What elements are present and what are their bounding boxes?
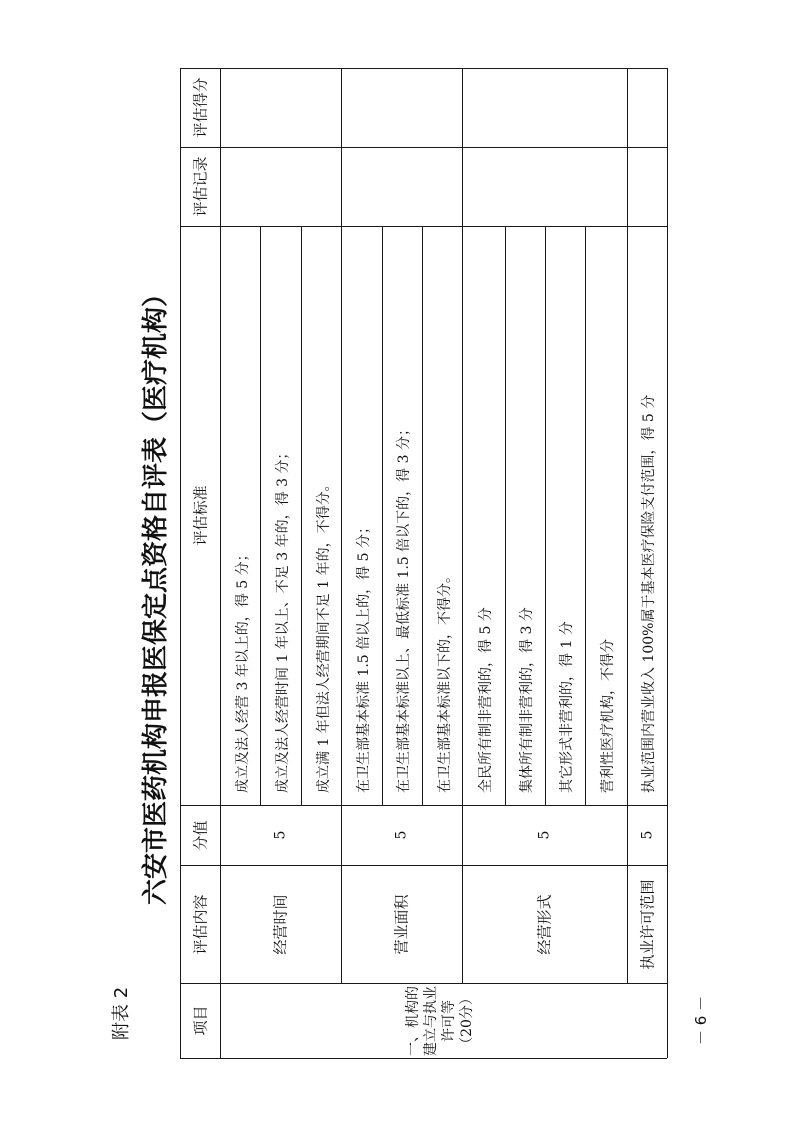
score-business-area: 5 bbox=[393, 830, 410, 840]
content-business-form: 经营形式 bbox=[535, 893, 554, 955]
content-license-scope: 执业许可范围 bbox=[638, 878, 657, 970]
project-label: 一、机构的建立与执业许可等（20分） bbox=[405, 985, 475, 1056]
annex-label: 附表 2 bbox=[111, 986, 132, 1040]
score-operating-time: 5 bbox=[272, 830, 289, 840]
page-number: － 6 － bbox=[692, 995, 710, 1045]
criterion-business-area-1: 在卫生部基本标准 1.5 倍以上的，得 5 分； bbox=[356, 520, 372, 793]
criterion-license-scope-1: 执业范围内营业收入 100%属于基本医疗保险支付范围，得 5 分 bbox=[641, 394, 657, 793]
header-points: 评估得分 bbox=[191, 77, 210, 138]
criterion-business-area-2: 在卫生部基本标准以上、最低标准 1.5 倍以下的，得 3 分； bbox=[396, 422, 412, 793]
criterion-business-area-3: 在卫生部基本标准以下的，不得分。 bbox=[437, 569, 453, 793]
content-operating-time: 经营时间 bbox=[271, 893, 290, 955]
criterion-operating-time-3: 成立满 1 年但法人经营期间不足 1 年的，不得分。 bbox=[316, 477, 332, 793]
header-content: 评估内容 bbox=[191, 893, 210, 955]
criterion-business-form-1: 全民所有制非营利的，得 5 分 bbox=[478, 607, 494, 793]
header-standard: 评估标准 bbox=[191, 485, 210, 546]
criterion-business-form-3: 其它形式非营利的，得 1 分 bbox=[559, 621, 575, 793]
header-score: 分值 bbox=[191, 819, 210, 851]
criterion-operating-time-2: 成立及法人经营时间 1 年以上、不足 3 年的，得 3 分； bbox=[275, 445, 291, 793]
page-title: 六安市医药机构申报医保定点资格自评表（医疗机构） bbox=[141, 280, 171, 905]
header-record: 评估记录 bbox=[191, 156, 210, 217]
score-license-scope: 5 bbox=[638, 830, 655, 840]
score-business-form: 5 bbox=[536, 830, 553, 840]
criterion-business-form-4: 营利性医疗机构，不得分 bbox=[600, 639, 616, 793]
criterion-business-form-2: 集体所有制非营利的，得 3 分 bbox=[519, 607, 535, 793]
header-project: 项目 bbox=[191, 1005, 210, 1036]
criterion-operating-time-1: 成立及法人经营 3 年以上的，得 5 分； bbox=[235, 547, 251, 793]
content-business-area: 营业面积 bbox=[392, 893, 411, 955]
